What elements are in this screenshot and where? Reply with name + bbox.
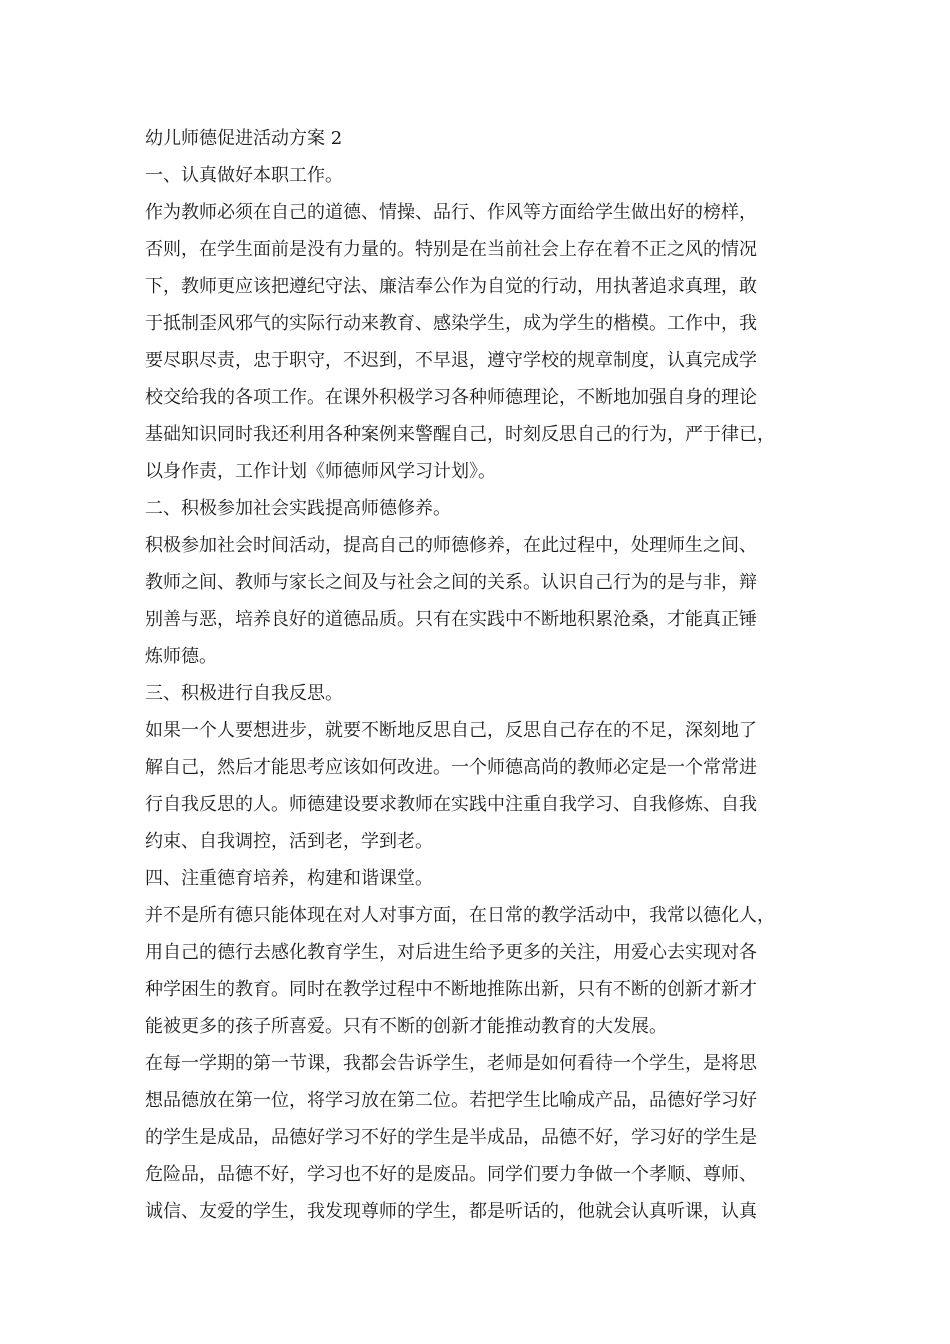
- paragraph-line: 如果一个人要想进步，就要不断地反思自己，反思自己存在的不足，深刻地了: [145, 720, 757, 741]
- section-heading-1: 一、认真做好本职工作。: [145, 165, 343, 186]
- paragraph-line: 作为教师必须在自己的道德、情操、品行、作风等方面给学生做出好的榜样，: [145, 202, 757, 223]
- paragraph-line: 危险品，品德不好，学习也不好的是废品。同学们要力争做一个孝顺、尊师、: [145, 1164, 757, 1185]
- paragraph-line: 种学困生的教育。同时在教学过程中不断地推陈出新，只有不断的创新才新才: [145, 979, 757, 1000]
- paragraph-line: 别善与恶，培养良好的道德品质。只有在实践中不断地积累沧桑，才能真正锤: [145, 609, 757, 630]
- section-heading-2: 二、积极参加社会实践提高师德修养。: [145, 498, 451, 519]
- paragraph-line: 教师之间、教师与家长之间及与社会之间的关系。认识自己行为的是与非，辩: [145, 572, 757, 593]
- document-title: 幼儿师德促进活动方案 2: [145, 128, 343, 149]
- paragraph-line: 想品德放在第一位，将学习放在第二位。若把学生比喻成产品，品德好学习好: [145, 1090, 757, 1111]
- section-heading-4: 四、注重德育培养，构建和谐课堂。: [145, 868, 433, 889]
- paragraph-line: 于抵制歪风邪气的实际行动来教育、感染学生，成为学生的楷模。工作中，我: [145, 313, 757, 334]
- paragraph-line: 校交给我的各项工作。在课外积极学习各种师德理论，不断地加强自身的理论: [145, 387, 757, 408]
- paragraph-line: 行自我反思的人。师德建设要求教师在实践中注重自我学习、自我修炼、自我: [145, 794, 757, 815]
- paragraph-line: 诚信、友爱的学生，我发现尊师的学生，都是听话的，他就会认真听课，认真: [145, 1201, 757, 1222]
- paragraph-line: 下，教师更应该把遵纪守法、廉洁奉公作为自觉的行动，用执著追求真理，敢: [145, 276, 757, 297]
- paragraph-line: 约束、自我调控，活到老，学到老。: [145, 831, 433, 852]
- document-page: [145, 120, 823, 1230]
- paragraph-line: 积极参加社会时间活动，提高自己的师德修养，在此过程中，处理师生之间、: [145, 535, 757, 556]
- paragraph-line: 用自己的德行去感化教育学生，对后进生给予更多的关注，用爱心去实现对各: [145, 942, 757, 963]
- paragraph-line: 以身作责，工作计划《师德师风学习计划》。: [145, 461, 496, 482]
- paragraph-line: 并不是所有德只能体现在对人对事方面，在日常的教学活动中，我常以德化人，: [145, 905, 775, 926]
- paragraph-line: 炼师德。: [145, 646, 217, 667]
- paragraph-line: 在每一学期的第一节课，我都会告诉学生，老师是如何看待一个学生，是将思: [145, 1053, 757, 1074]
- paragraph-line: 能被更多的孩子所喜爱。只有不断的创新才能推动教育的大发展。: [145, 1016, 667, 1037]
- paragraph-line: 解自己，然后才能思考应该如何改进。一个师德高尚的教师必定是一个常常进: [145, 757, 757, 778]
- section-heading-3: 三、积极进行自我反思。: [145, 683, 343, 704]
- paragraph-line: 的学生是成品，品德好学习不好的学生是半成品，品德不好，学习好的学生是: [145, 1127, 757, 1148]
- paragraph-line: 基础知识同时我还利用各种案例来警醒自己，时刻反思自己的行为，严于律已，: [145, 424, 775, 445]
- paragraph-line: 要尽职尽责，忠于职守，不迟到，不早退，遵守学校的规章制度，认真完成学: [145, 350, 757, 371]
- paragraph-line: 否则，在学生面前是没有力量的。特别是在当前社会上存在着不正之风的情况: [145, 239, 757, 260]
